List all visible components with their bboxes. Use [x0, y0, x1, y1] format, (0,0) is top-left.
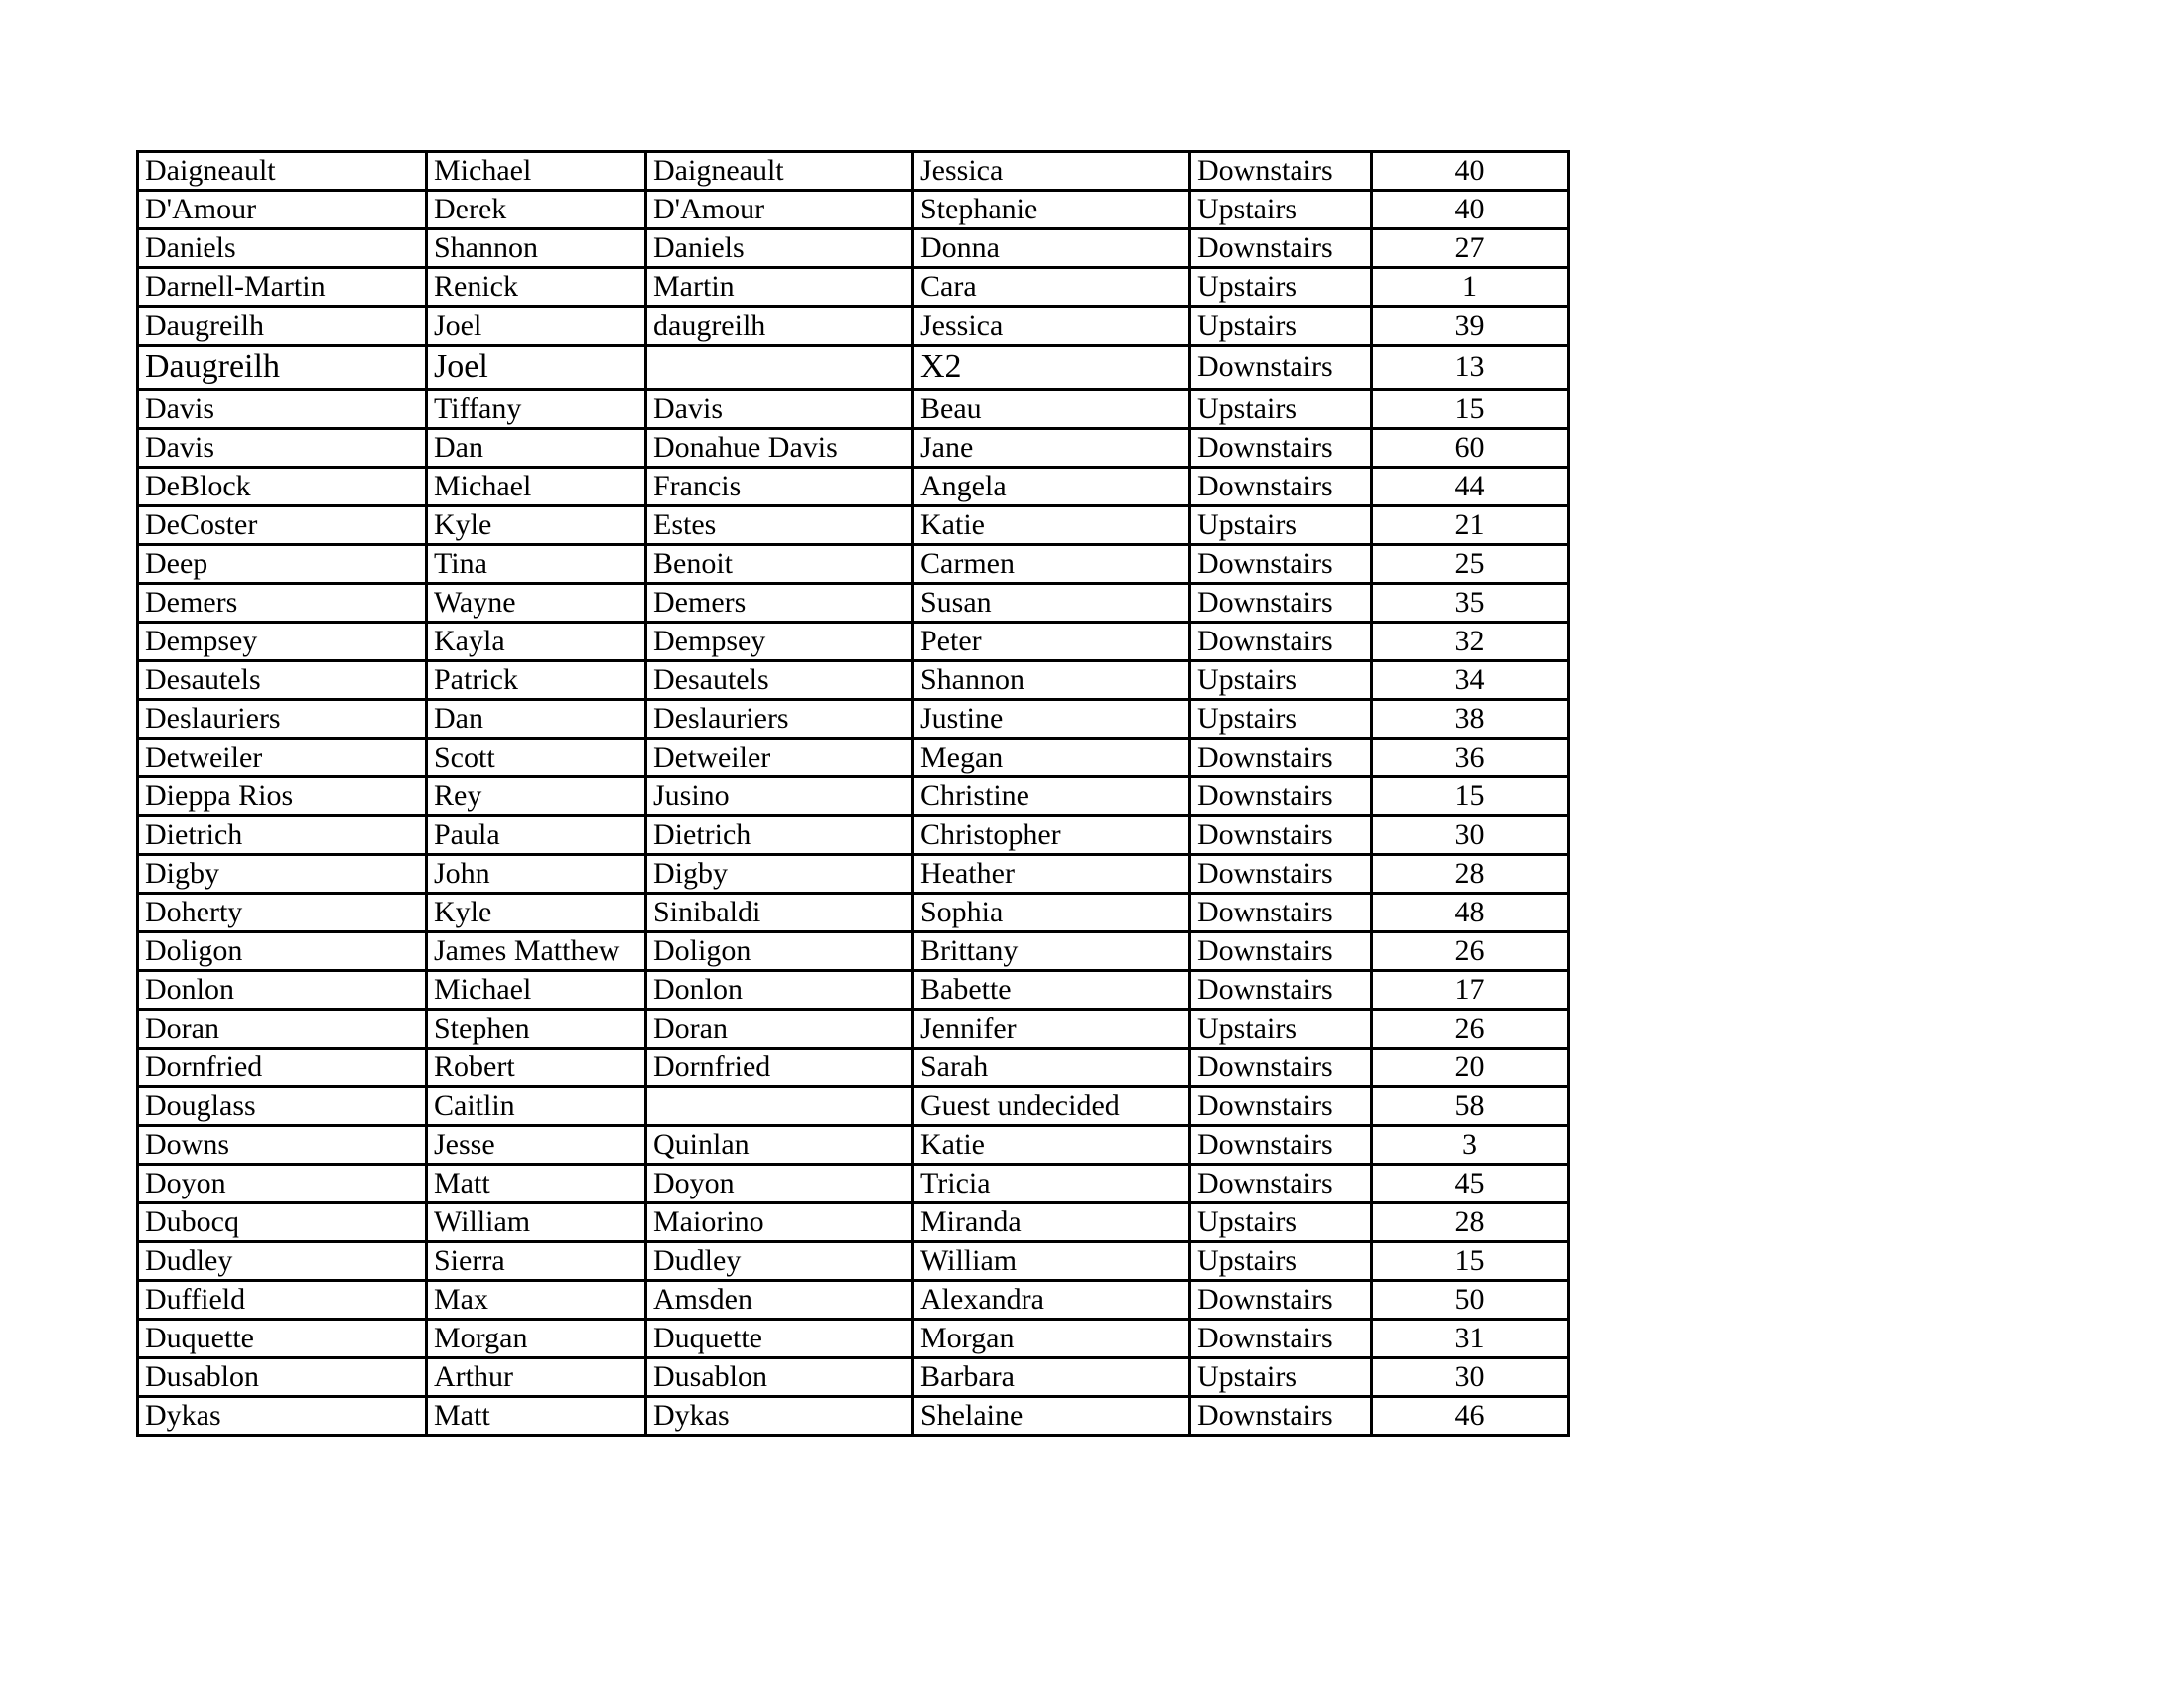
- table-number-cell: 36: [1372, 739, 1569, 777]
- guest-first-name-cell: Miranda: [913, 1203, 1190, 1242]
- table-row: [138, 777, 1569, 816]
- location-cell: Downstairs: [1190, 584, 1372, 623]
- first-name-cell: Morgan: [427, 1320, 646, 1358]
- first-name-cell: Scott: [427, 739, 646, 777]
- guest-last-name-cell: Benoit: [646, 545, 913, 584]
- first-name-cell: Tina: [427, 545, 646, 584]
- table-row: [138, 429, 1569, 468]
- location-cell: Downstairs: [1190, 777, 1372, 816]
- guest-last-name-cell: Amsden: [646, 1281, 913, 1320]
- guest-first-name-cell: William: [913, 1242, 1190, 1281]
- guest-last-name-cell: Jusino: [646, 777, 913, 816]
- last-name-cell: DeBlock: [138, 468, 427, 506]
- table-row: [138, 894, 1569, 932]
- guest-first-name-cell: Tricia: [913, 1165, 1190, 1203]
- location-cell: Downstairs: [1190, 468, 1372, 506]
- location-cell: Upstairs: [1190, 390, 1372, 429]
- table-row: [138, 307, 1569, 346]
- first-name-cell: Derek: [427, 191, 646, 229]
- guest-first-name-cell: Alexandra: [913, 1281, 1190, 1320]
- guest-first-name-cell: Shannon: [913, 661, 1190, 700]
- table-row: [138, 390, 1569, 429]
- table-row: [138, 1358, 1569, 1397]
- location-cell: Upstairs: [1190, 506, 1372, 545]
- guest-first-name-cell: Guest undecided: [913, 1087, 1190, 1126]
- guest-last-name-cell: Donlon: [646, 971, 913, 1010]
- table-row: [138, 855, 1569, 894]
- first-name-cell: Robert: [427, 1049, 646, 1087]
- last-name-cell: Daniels: [138, 229, 427, 268]
- table-number-cell: 40: [1372, 152, 1569, 191]
- table-number-cell: 15: [1372, 390, 1569, 429]
- guest-last-name-cell: Davis: [646, 390, 913, 429]
- guest-last-name-cell: [646, 1087, 913, 1126]
- table-row: [138, 1203, 1569, 1242]
- guest-first-name-cell: Brittany: [913, 932, 1190, 971]
- location-cell: Downstairs: [1190, 152, 1372, 191]
- guest-first-name-cell: Stephanie: [913, 191, 1190, 229]
- guest-first-name-cell: X2: [913, 346, 1190, 390]
- first-name-cell: Michael: [427, 152, 646, 191]
- table-row: [138, 1165, 1569, 1203]
- table-number-cell: 30: [1372, 816, 1569, 855]
- last-name-cell: Dempsey: [138, 623, 427, 661]
- table-number-cell: 50: [1372, 1281, 1569, 1320]
- guest-last-name-cell: daugreilh: [646, 307, 913, 346]
- first-name-cell: Stephen: [427, 1010, 646, 1049]
- guest-first-name-cell: Sarah: [913, 1049, 1190, 1087]
- table-row: [138, 1320, 1569, 1358]
- location-cell: Upstairs: [1190, 1358, 1372, 1397]
- last-name-cell: Davis: [138, 429, 427, 468]
- last-name-cell: Dieppa Rios: [138, 777, 427, 816]
- table-row: [138, 700, 1569, 739]
- table-row: [138, 1049, 1569, 1087]
- first-name-cell: Michael: [427, 971, 646, 1010]
- last-name-cell: Darnell-Martin: [138, 268, 427, 307]
- location-cell: Upstairs: [1190, 307, 1372, 346]
- guest-last-name-cell: Martin: [646, 268, 913, 307]
- table-number-cell: 25: [1372, 545, 1569, 584]
- location-cell: Upstairs: [1190, 191, 1372, 229]
- guest-last-name-cell: Daniels: [646, 229, 913, 268]
- last-name-cell: Detweiler: [138, 739, 427, 777]
- last-name-cell: Donlon: [138, 971, 427, 1010]
- location-cell: Downstairs: [1190, 1281, 1372, 1320]
- guest-last-name-cell: Donahue Davis: [646, 429, 913, 468]
- table-row: [138, 584, 1569, 623]
- table-number-cell: 34: [1372, 661, 1569, 700]
- first-name-cell: James Matthew: [427, 932, 646, 971]
- table-row: [138, 1010, 1569, 1049]
- last-name-cell: Douglass: [138, 1087, 427, 1126]
- last-name-cell: Downs: [138, 1126, 427, 1165]
- first-name-cell: Kayla: [427, 623, 646, 661]
- first-name-cell: Renick: [427, 268, 646, 307]
- guest-last-name-cell: Detweiler: [646, 739, 913, 777]
- guest-last-name-cell: Estes: [646, 506, 913, 545]
- last-name-cell: Digby: [138, 855, 427, 894]
- first-name-cell: Matt: [427, 1397, 646, 1436]
- last-name-cell: Desautels: [138, 661, 427, 700]
- guest-first-name-cell: Christopher: [913, 816, 1190, 855]
- last-name-cell: Davis: [138, 390, 427, 429]
- guest-last-name-cell: Dusablon: [646, 1358, 913, 1397]
- last-name-cell: Dusablon: [138, 1358, 427, 1397]
- table-body: [138, 152, 1569, 1436]
- location-cell: Downstairs: [1190, 1165, 1372, 1203]
- guest-first-name-cell: Megan: [913, 739, 1190, 777]
- first-name-cell: Shannon: [427, 229, 646, 268]
- table-row: [138, 971, 1569, 1010]
- guest-first-name-cell: Beau: [913, 390, 1190, 429]
- table-number-cell: 15: [1372, 777, 1569, 816]
- table-number-cell: 28: [1372, 855, 1569, 894]
- location-cell: Upstairs: [1190, 661, 1372, 700]
- last-name-cell: Daugreilh: [138, 307, 427, 346]
- first-name-cell: Dan: [427, 700, 646, 739]
- guest-last-name-cell: Demers: [646, 584, 913, 623]
- last-name-cell: Dykas: [138, 1397, 427, 1436]
- table-row: [138, 932, 1569, 971]
- guest-first-name-cell: Christine: [913, 777, 1190, 816]
- guest-first-name-cell: Donna: [913, 229, 1190, 268]
- first-name-cell: Joel: [427, 307, 646, 346]
- table-row: [138, 229, 1569, 268]
- location-cell: Downstairs: [1190, 1049, 1372, 1087]
- last-name-cell: Deslauriers: [138, 700, 427, 739]
- guest-first-name-cell: Jennifer: [913, 1010, 1190, 1049]
- last-name-cell: Duquette: [138, 1320, 427, 1358]
- table-number-cell: 35: [1372, 584, 1569, 623]
- table-number-cell: 17: [1372, 971, 1569, 1010]
- location-cell: Downstairs: [1190, 1320, 1372, 1358]
- guest-first-name-cell: Katie: [913, 1126, 1190, 1165]
- location-cell: Downstairs: [1190, 816, 1372, 855]
- table-number-cell: 38: [1372, 700, 1569, 739]
- guest-last-name-cell: Deslauriers: [646, 700, 913, 739]
- first-name-cell: Wayne: [427, 584, 646, 623]
- first-name-cell: Rey: [427, 777, 646, 816]
- table-number-cell: 26: [1372, 932, 1569, 971]
- guest-first-name-cell: Morgan: [913, 1320, 1190, 1358]
- guest-last-name-cell: Quinlan: [646, 1126, 913, 1165]
- guest-last-name-cell: Daigneault: [646, 152, 913, 191]
- first-name-cell: Matt: [427, 1165, 646, 1203]
- first-name-cell: William: [427, 1203, 646, 1242]
- table-number-cell: 39: [1372, 307, 1569, 346]
- last-name-cell: Dietrich: [138, 816, 427, 855]
- last-name-cell: Daugreilh: [138, 346, 427, 390]
- guest-last-name-cell: Dietrich: [646, 816, 913, 855]
- table-number-cell: 32: [1372, 623, 1569, 661]
- table-number-cell: 45: [1372, 1165, 1569, 1203]
- last-name-cell: Daigneault: [138, 152, 427, 191]
- table-number-cell: 20: [1372, 1049, 1569, 1087]
- guest-last-name-cell: Doran: [646, 1010, 913, 1049]
- location-cell: Upstairs: [1190, 700, 1372, 739]
- guest-last-name-cell: Dykas: [646, 1397, 913, 1436]
- guest-last-name-cell: Digby: [646, 855, 913, 894]
- table-number-cell: 1: [1372, 268, 1569, 307]
- guest-last-name-cell: Sinibaldi: [646, 894, 913, 932]
- location-cell: Downstairs: [1190, 229, 1372, 268]
- location-cell: Downstairs: [1190, 1126, 1372, 1165]
- first-name-cell: Sierra: [427, 1242, 646, 1281]
- location-cell: Upstairs: [1190, 1203, 1372, 1242]
- table-number-cell: 28: [1372, 1203, 1569, 1242]
- guest-last-name-cell: Dempsey: [646, 623, 913, 661]
- table-row: [138, 1397, 1569, 1436]
- guest-last-name-cell: Doyon: [646, 1165, 913, 1203]
- last-name-cell: Doran: [138, 1010, 427, 1049]
- location-cell: Downstairs: [1190, 346, 1372, 390]
- guest-first-name-cell: Jane: [913, 429, 1190, 468]
- table-number-cell: 27: [1372, 229, 1569, 268]
- first-name-cell: Kyle: [427, 506, 646, 545]
- location-cell: Upstairs: [1190, 268, 1372, 307]
- table-row: [138, 191, 1569, 229]
- last-name-cell: Duffield: [138, 1281, 427, 1320]
- table-row: [138, 739, 1569, 777]
- guest-last-name-cell: D'Amour: [646, 191, 913, 229]
- location-cell: Downstairs: [1190, 739, 1372, 777]
- first-name-cell: Tiffany: [427, 390, 646, 429]
- location-cell: Downstairs: [1190, 971, 1372, 1010]
- guest-first-name-cell: Babette: [913, 971, 1190, 1010]
- table-row: [138, 1087, 1569, 1126]
- location-cell: Downstairs: [1190, 894, 1372, 932]
- last-name-cell: DeCoster: [138, 506, 427, 545]
- table-row: [138, 506, 1569, 545]
- location-cell: Downstairs: [1190, 1397, 1372, 1436]
- table-row: [138, 346, 1569, 390]
- guest-last-name-cell: Dornfried: [646, 1049, 913, 1087]
- guest-last-name-cell: Desautels: [646, 661, 913, 700]
- table-number-cell: 21: [1372, 506, 1569, 545]
- guest-first-name-cell: Peter: [913, 623, 1190, 661]
- last-name-cell: Doyon: [138, 1165, 427, 1203]
- table-number-cell: 60: [1372, 429, 1569, 468]
- first-name-cell: Caitlin: [427, 1087, 646, 1126]
- guest-last-name-cell: Duquette: [646, 1320, 913, 1358]
- last-name-cell: Dubocq: [138, 1203, 427, 1242]
- table-row: [138, 1126, 1569, 1165]
- location-cell: Downstairs: [1190, 429, 1372, 468]
- table-number-cell: 31: [1372, 1320, 1569, 1358]
- guest-first-name-cell: Heather: [913, 855, 1190, 894]
- guest-first-name-cell: Katie: [913, 506, 1190, 545]
- guest-first-name-cell: Carmen: [913, 545, 1190, 584]
- table-row: [138, 1242, 1569, 1281]
- table-row: [138, 545, 1569, 584]
- table-row: [138, 152, 1569, 191]
- last-name-cell: Doligon: [138, 932, 427, 971]
- first-name-cell: Dan: [427, 429, 646, 468]
- table-row: [138, 816, 1569, 855]
- guest-last-name-cell: Maiorino: [646, 1203, 913, 1242]
- first-name-cell: Jesse: [427, 1126, 646, 1165]
- last-name-cell: Demers: [138, 584, 427, 623]
- table-number-cell: 13: [1372, 346, 1569, 390]
- last-name-cell: D'Amour: [138, 191, 427, 229]
- table-row: [138, 1281, 1569, 1320]
- table-number-cell: 26: [1372, 1010, 1569, 1049]
- first-name-cell: Paula: [427, 816, 646, 855]
- first-name-cell: Joel: [427, 346, 646, 390]
- table-number-cell: 48: [1372, 894, 1569, 932]
- guest-first-name-cell: Susan: [913, 584, 1190, 623]
- first-name-cell: Patrick: [427, 661, 646, 700]
- guest-first-name-cell: Shelaine: [913, 1397, 1190, 1436]
- guest-last-name-cell: Francis: [646, 468, 913, 506]
- table-number-cell: 40: [1372, 191, 1569, 229]
- table-number-cell: 15: [1372, 1242, 1569, 1281]
- table-number-cell: 30: [1372, 1358, 1569, 1397]
- guest-last-name-cell: [646, 346, 913, 390]
- first-name-cell: Arthur: [427, 1358, 646, 1397]
- guest-first-name-cell: Angela: [913, 468, 1190, 506]
- location-cell: Downstairs: [1190, 932, 1372, 971]
- guest-seating-table: [136, 150, 1570, 1437]
- table-number-cell: 46: [1372, 1397, 1569, 1436]
- guest-last-name-cell: Doligon: [646, 932, 913, 971]
- table-row: [138, 468, 1569, 506]
- guest-last-name-cell: Dudley: [646, 1242, 913, 1281]
- last-name-cell: Dornfried: [138, 1049, 427, 1087]
- guest-first-name-cell: Justine: [913, 700, 1190, 739]
- table-row: [138, 623, 1569, 661]
- guest-first-name-cell: Sophia: [913, 894, 1190, 932]
- last-name-cell: Deep: [138, 545, 427, 584]
- first-name-cell: John: [427, 855, 646, 894]
- table-number-cell: 44: [1372, 468, 1569, 506]
- location-cell: Downstairs: [1190, 623, 1372, 661]
- location-cell: Upstairs: [1190, 1242, 1372, 1281]
- first-name-cell: Max: [427, 1281, 646, 1320]
- guest-first-name-cell: Cara: [913, 268, 1190, 307]
- first-name-cell: Michael: [427, 468, 646, 506]
- last-name-cell: Dudley: [138, 1242, 427, 1281]
- location-cell: Downstairs: [1190, 855, 1372, 894]
- guest-first-name-cell: Barbara: [913, 1358, 1190, 1397]
- location-cell: Downstairs: [1190, 545, 1372, 584]
- first-name-cell: Kyle: [427, 894, 646, 932]
- location-cell: Downstairs: [1190, 1087, 1372, 1126]
- table-row: [138, 268, 1569, 307]
- table-number-cell: 3: [1372, 1126, 1569, 1165]
- table-row: [138, 661, 1569, 700]
- table-number-cell: 58: [1372, 1087, 1569, 1126]
- location-cell: Upstairs: [1190, 1010, 1372, 1049]
- guest-first-name-cell: Jessica: [913, 307, 1190, 346]
- guest-first-name-cell: Jessica: [913, 152, 1190, 191]
- last-name-cell: Doherty: [138, 894, 427, 932]
